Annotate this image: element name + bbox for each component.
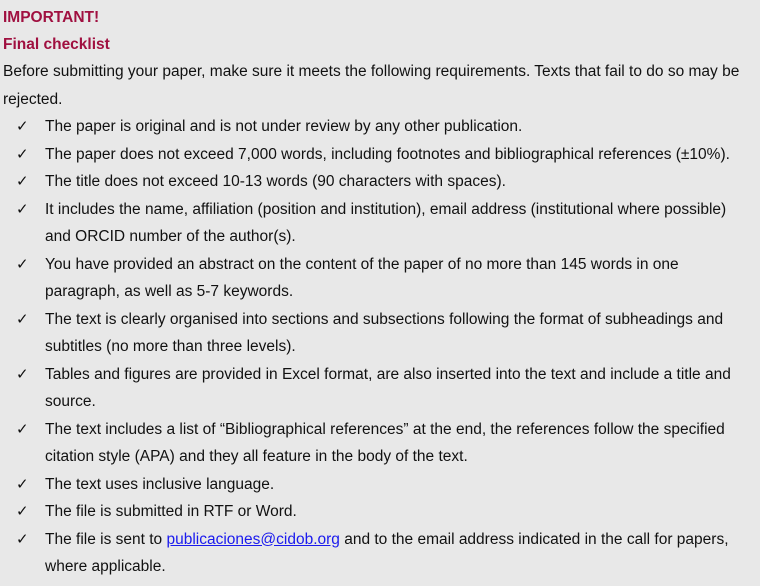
email-link[interactable]: publicaciones@cidob.org bbox=[166, 530, 340, 548]
checkmark-icon: ✓ bbox=[16, 254, 29, 273]
checklist-item-sections bbox=[3, 306, 760, 361]
checkmark-icon: ✓ bbox=[16, 172, 29, 190]
checklist-item-word-count bbox=[3, 141, 760, 169]
checkmark-icon: ✓ bbox=[16, 474, 29, 493]
checklist-item-text: The paper does not exceed 7,000 words, including footnotes and bibliographical references (±10%). bbox=[45, 145, 730, 163]
checklist-item-text: The text includes a list of “Bibliographical references” at the end, the references follow the specified citation style (APA) and they all feature in the body of the text. bbox=[45, 420, 725, 465]
checkmark-icon: ✓ bbox=[16, 309, 29, 328]
checklist-item-send-email bbox=[3, 526, 760, 581]
checklist-item-references bbox=[3, 416, 760, 471]
checklist bbox=[3, 113, 760, 581]
checklist-item-text: The paper is original and is not under review by any other publication. bbox=[45, 118, 523, 135]
checklist-item-author-info bbox=[3, 196, 760, 251]
checklist-item-file-format bbox=[3, 498, 760, 526]
checklist-item-title-length bbox=[3, 168, 760, 196]
checklist-title: Final checklist bbox=[3, 36, 110, 53]
checkmark-icon: ✓ bbox=[16, 144, 29, 163]
checklist-item-text: It includes the name, affiliation (position and institution), email address (institutional where possible) and ORCID number of the author(s). bbox=[45, 200, 727, 245]
checkmark-icon: ✓ bbox=[16, 117, 29, 135]
checkmark-icon: ✓ bbox=[16, 502, 29, 520]
checklist-item-text: The text is clearly organised into sections and subsections following the format of subheadings and subtitles (no more than three levels). bbox=[45, 310, 724, 355]
checkmark-icon: ✓ bbox=[16, 199, 29, 218]
checklist-item-abstract bbox=[3, 251, 760, 306]
checklist-item-text: The title does not exceed 10-13 words (90 characters with spaces). bbox=[45, 173, 506, 190]
checklist-item-text: The text uses inclusive language. bbox=[45, 475, 275, 493]
checklist-item-original bbox=[3, 113, 760, 141]
important-heading: IMPORTANT! bbox=[3, 9, 100, 26]
checklist-item-text-after: and to the email address indicated in the call for papers, where applicable. bbox=[45, 530, 729, 575]
checkmark-icon: ✓ bbox=[16, 419, 29, 438]
checklist-item-text: You have provided an abstract on the content of the paper of no more than 145 words in one paragraph, as well as 5-7 keywords. bbox=[45, 255, 679, 300]
checkmark-icon: ✓ bbox=[16, 364, 29, 383]
checklist-item-text: Tables and figures are provided in Excel format, are also inserted into the text and include a title and source. bbox=[45, 365, 731, 410]
checklist-item-text: The file is submitted in RTF or Word. bbox=[45, 503, 297, 520]
checklist-item-inclusive-language bbox=[3, 471, 760, 499]
intro-paragraph: Before submitting your paper, make sure it meets the following requirements. Texts that fail to do so may be rejected. bbox=[3, 63, 740, 108]
checklist-item-text-before: The file is sent to bbox=[45, 530, 167, 548]
checkmark-icon: ✓ bbox=[16, 529, 29, 548]
checklist-item-tables-figures bbox=[3, 361, 760, 416]
